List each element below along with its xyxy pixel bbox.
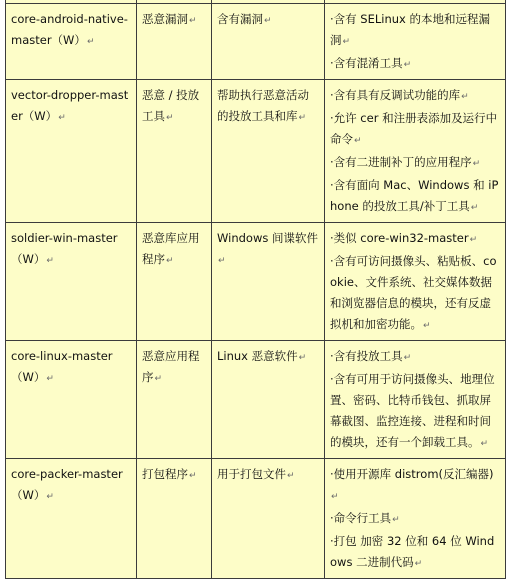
feature-line: ·含有具有反调试功能的库↵: [330, 88, 469, 102]
type-cell: 恶意库应用程序↵: [137, 223, 212, 341]
type-cell: 恶意 / 投放工具↵: [137, 80, 212, 223]
project-name-cell: core-linux-master（W）↵: [6, 341, 137, 459]
table-row: [6, 341, 506, 459]
feature-line: ·打包 加密 32 位和 64 位 Windows 二进制代码↵: [330, 534, 495, 569]
feature-line: ·含有混淆工具↵: [330, 56, 412, 70]
malware-source-table: [5, 0, 506, 579]
description-cell: Windows 间谍软件↵: [212, 223, 325, 341]
features-cell: [325, 4, 506, 80]
features-cell: [325, 459, 506, 579]
table-row: [6, 459, 506, 579]
table-row: [6, 4, 506, 80]
feature-line: ·含有可用于访问摄像头、地理位置、密码、比特币钱包、抓取屏幕截图、监控连接、进程和时间的模块，还有一个卸载工具。↵: [330, 372, 495, 449]
feature-line: ·含有二进制补丁的应用程序↵: [330, 155, 481, 169]
type-cell: 恶意漏洞↵: [137, 4, 212, 80]
description-cell: 含有漏洞↵: [212, 4, 325, 80]
table-row: [6, 80, 506, 223]
feature-line: ·含有投放工具↵: [330, 349, 412, 363]
features-cell: [325, 80, 506, 223]
paragraph-mark: ↵: [86, 37, 95, 47]
feature-line: ·含有可访问摄像头、粘贴板、cookie、文件系统、社交媒体数据和浏览器信息的模块，还有反虚拟机和加密功能。↵: [330, 254, 497, 331]
project-name-cell: core-packer-master（W）↵: [6, 459, 137, 579]
features-cell: [325, 223, 506, 341]
feature-line: ·命令行工具↵: [330, 511, 400, 525]
feature-line: ·含有 SELinux 的本地和远程漏洞↵: [330, 12, 491, 47]
feature-line: ·允许 cer 和注册表添加及运行中命令↵: [330, 111, 498, 146]
description-cell: 帮助执行恶意活动的投放工具和库↵: [212, 80, 325, 223]
type-cell: 打包程序↵: [137, 459, 212, 579]
project-name-cell: vector-dropper-master（W）↵: [6, 80, 137, 223]
type-cell: 恶意应用程序↵: [137, 341, 212, 459]
feature-line: ·类似 core-win32-master↵: [330, 231, 478, 245]
table-row: [6, 223, 506, 341]
feature-line: ·含有面向 Mac、Windows 和 iPhone 的投放工具/补丁工具↵: [330, 178, 499, 213]
feature-line: ·使用开源库 distrom(反汇编器)↵: [330, 467, 494, 502]
project-name-cell: soldier-win-master（W）↵: [6, 223, 137, 341]
project-name-cell: core-android-native-master（W）↵: [6, 4, 137, 80]
features-cell: [325, 341, 506, 459]
description-cell: Linux 恶意软件↵: [212, 341, 325, 459]
description-cell: 用于打包文件↵: [212, 459, 325, 579]
